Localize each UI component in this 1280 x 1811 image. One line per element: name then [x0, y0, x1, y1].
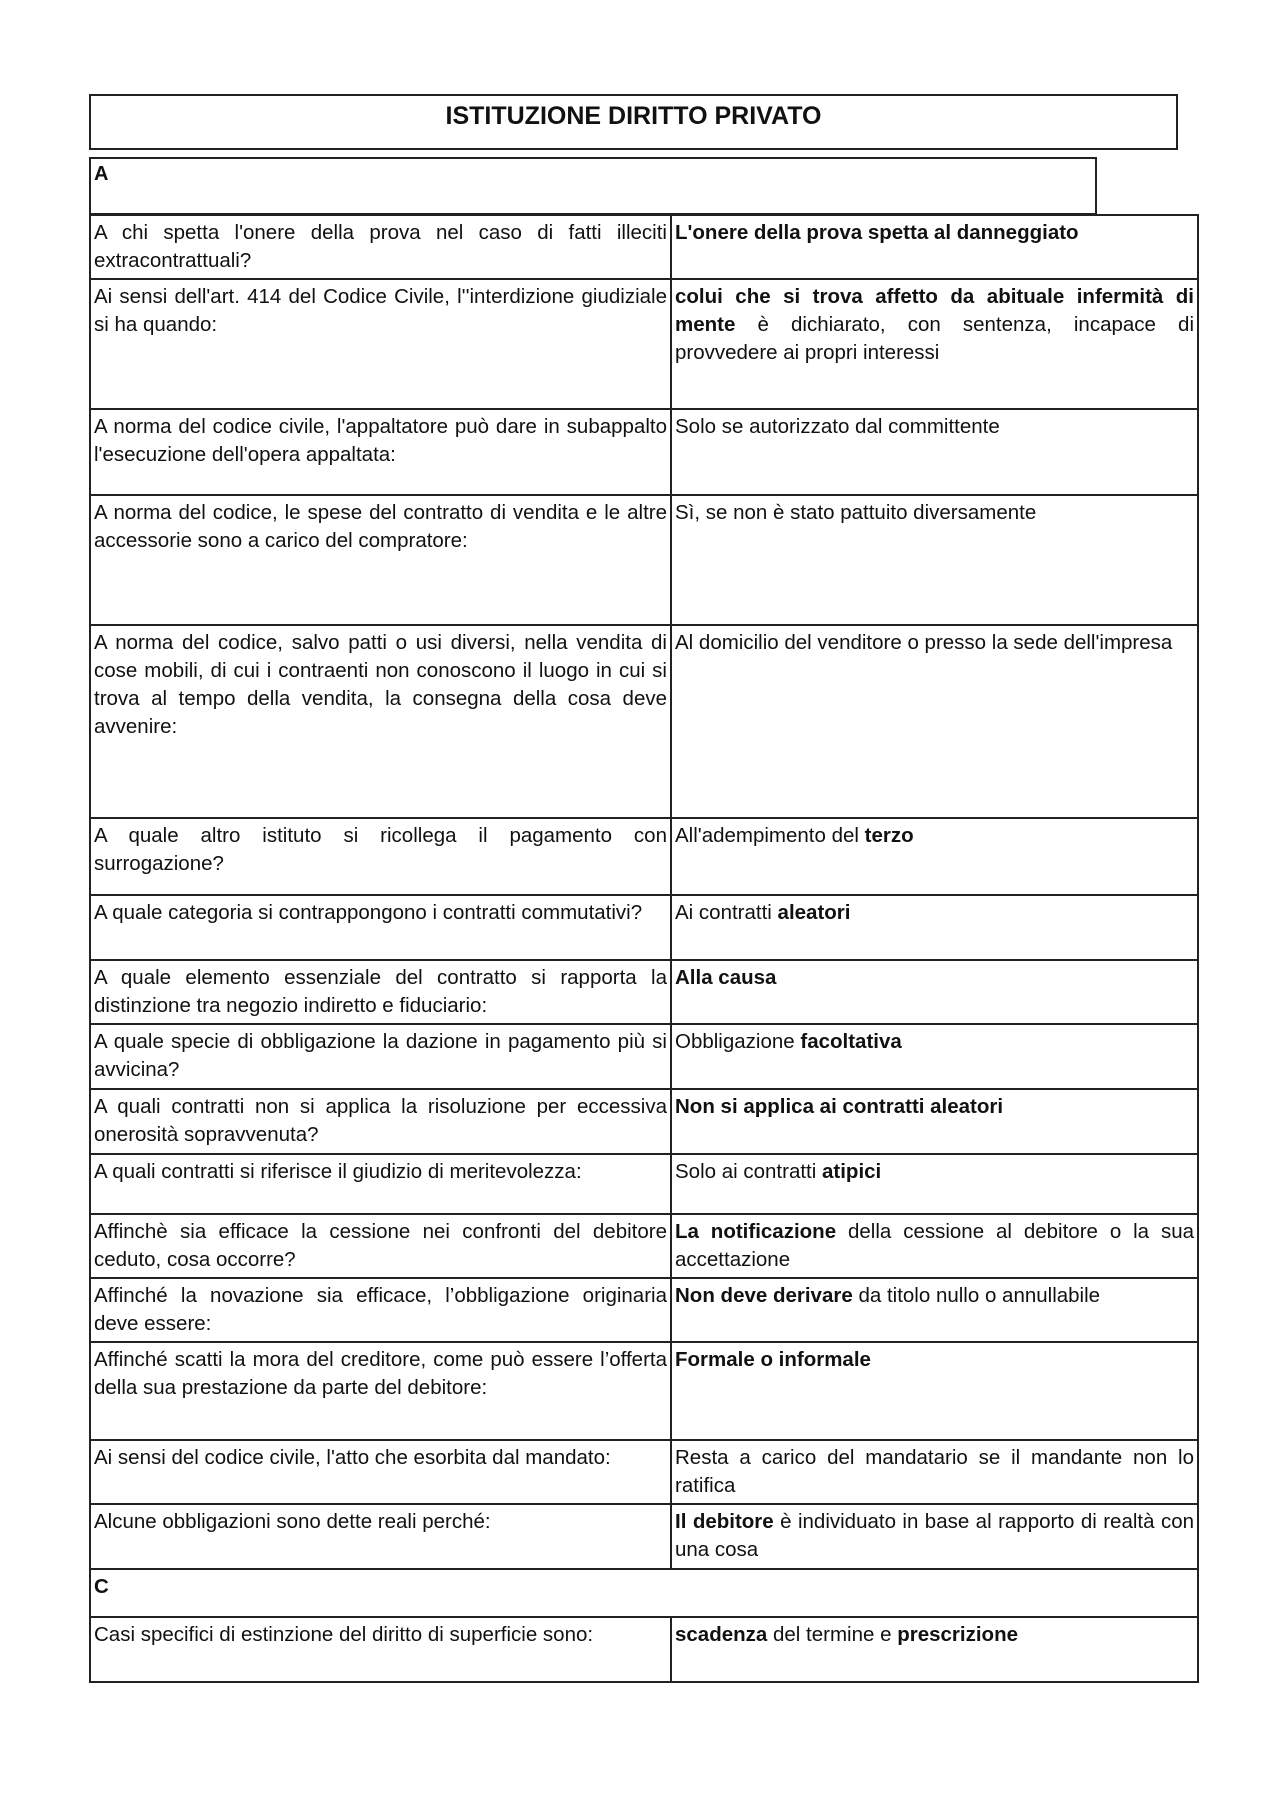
- qa-table: [89, 214, 1199, 1683]
- answer-bold-text: Formale o informale: [675, 1348, 871, 1371]
- question-cell: A quali contratti non si applica la risoluzione per eccessiva onerosità sopravvenuta?: [90, 1089, 671, 1154]
- answer-cell: [671, 1617, 1198, 1682]
- table-row: [90, 1278, 1198, 1342]
- question-cell: A quale elemento essenziale del contratto si rapporta la distinzione tra negozio indiretto e fiduciario:: [90, 960, 671, 1024]
- answer-text: della cessione al debitore o la sua accettazione: [675, 1220, 1194, 1271]
- question-cell: A quale categoria si contrappongono i contratti commutativi?: [90, 895, 671, 960]
- answer-bold-text: Il debitore: [675, 1510, 774, 1533]
- table-row: [90, 1154, 1198, 1214]
- answer-text: Solo ai contratti: [675, 1160, 822, 1183]
- answer-text: Sì, se non è stato pattuito diversamente: [675, 501, 1037, 524]
- answer-text: è dichiarato, con sentenza, incapace di provvedere ai propri interessi: [675, 313, 1194, 364]
- answer-cell: [671, 409, 1198, 495]
- answer-cell: [671, 895, 1198, 960]
- question-cell: A norma del codice, le spese del contratto di vendita e le altre accessorie sono a carico del compratore:: [90, 495, 671, 625]
- answer-bold-text: terzo: [864, 824, 914, 847]
- table-row: [90, 1440, 1198, 1504]
- table-row: [90, 1617, 1198, 1682]
- section-header-a: [89, 157, 1097, 215]
- section-label: A: [94, 163, 109, 185]
- question-cell: A quale altro istituto si ricollega il pagamento con surrogazione?: [90, 818, 671, 895]
- answer-cell: [671, 1024, 1198, 1089]
- answer-cell: [671, 1089, 1198, 1154]
- question-cell: Alcune obbligazioni sono dette reali perché:: [90, 1504, 671, 1569]
- answer-text: Al domicilio del venditore o presso la sede dell'impresa: [675, 631, 1173, 654]
- question-cell: Affinché scatti la mora del creditore, come può essere l’offerta della sua prestazione da parte del debitore:: [90, 1342, 671, 1440]
- answer-cell: [671, 1440, 1198, 1504]
- table-row: [90, 1024, 1198, 1089]
- answer-text: Obbligazione: [675, 1030, 801, 1053]
- table-row: [90, 215, 1198, 279]
- section-label: C: [90, 1569, 1198, 1617]
- answer-bold-text: facoltativa: [800, 1030, 902, 1053]
- answer-text: è individuato in base al rapporto di realtà con una cosa: [675, 1510, 1194, 1561]
- table-row: [90, 1342, 1198, 1440]
- question-cell: A norma del codice civile, l'appaltatore può dare in subappalto l'esecuzione dell'opera appaltata:: [90, 409, 671, 495]
- answer-cell: [671, 960, 1198, 1024]
- answer-bold-text: Alla causa: [675, 966, 777, 989]
- answer-cell: [671, 1504, 1198, 1569]
- answer-bold-text: Non si applica ai contratti aleatori: [675, 1095, 1004, 1118]
- table-row: [90, 960, 1198, 1024]
- table-row: [90, 279, 1198, 409]
- question-cell: A norma del codice, salvo patti o usi diversi, nella vendita di cose mobili, di cui i contraenti non conoscono il luogo in cui si trova al tempo della vendita, la consegna della cosa deve avvenire:: [90, 625, 671, 818]
- answer-bold-text: prescrizione: [897, 1623, 1018, 1646]
- table-row: [90, 1089, 1198, 1154]
- document-title-box: [89, 94, 1178, 150]
- question-cell: Casi specifici di estinzione del diritto di superficie sono:: [90, 1617, 671, 1682]
- answer-text: da titolo nullo o annullabile: [852, 1284, 1101, 1307]
- answer-bold-text: scadenza: [675, 1623, 768, 1646]
- answer-cell: [671, 625, 1198, 818]
- question-cell: A quale specie di obbligazione la dazione in pagamento più si avvicina?: [90, 1024, 671, 1089]
- answer-bold-text: Non deve derivare: [675, 1284, 853, 1307]
- answer-bold-text: atipici: [822, 1160, 882, 1183]
- table-row: [90, 1214, 1198, 1278]
- answer-text: Solo se autorizzato dal committente: [675, 415, 1000, 438]
- table-row: [90, 1504, 1198, 1569]
- answer-text: del termine e: [767, 1623, 898, 1646]
- question-cell: Affinchè sia efficace la cessione nei confronti del debitore ceduto, cosa occorre?: [90, 1214, 671, 1278]
- answer-cell: [671, 495, 1198, 625]
- answer-bold-text: La notificazione: [675, 1220, 837, 1243]
- answer-cell: [671, 1214, 1198, 1278]
- answer-cell: [671, 1154, 1198, 1214]
- document-title: ISTITUZIONE DIRITTO PRIVATO: [445, 102, 822, 130]
- question-cell: A chi spetta l'onere della prova nel caso di fatti illeciti extracontrattuali?: [90, 215, 671, 279]
- table-row: [90, 625, 1198, 818]
- answer-cell: [671, 1278, 1198, 1342]
- table-row: [90, 495, 1198, 625]
- answer-bold-text: aleatori: [777, 901, 851, 924]
- question-cell: Ai sensi del codice civile, l'atto che esorbita dal mandato:: [90, 1440, 671, 1504]
- answer-cell: [671, 279, 1198, 409]
- answer-bold-text: colui che si trova affetto da abituale infermità di mente: [675, 285, 1194, 336]
- table-row: [90, 895, 1198, 960]
- answer-text: Ai contratti: [675, 901, 778, 924]
- table-row: [90, 409, 1198, 495]
- answer-text: Resta a carico del mandatario se il mandante non lo ratifica: [675, 1446, 1194, 1497]
- question-cell: Affinché la novazione sia efficace, l’obbligazione originaria deve essere:: [90, 1278, 671, 1342]
- table-row: [90, 818, 1198, 895]
- section-header-row: [90, 1569, 1198, 1617]
- answer-cell: [671, 215, 1198, 279]
- question-cell: Ai sensi dell'art. 414 del Codice Civile, l''interdizione giudiziale si ha quando:: [90, 279, 671, 409]
- answer-text: All'adempimento del: [675, 824, 865, 847]
- answer-bold-text: L'onere della prova spetta al danneggiato: [675, 221, 1079, 244]
- answer-cell: [671, 818, 1198, 895]
- answer-cell: [671, 1342, 1198, 1440]
- question-cell: A quali contratti si riferisce il giudizio di meritevolezza:: [90, 1154, 671, 1214]
